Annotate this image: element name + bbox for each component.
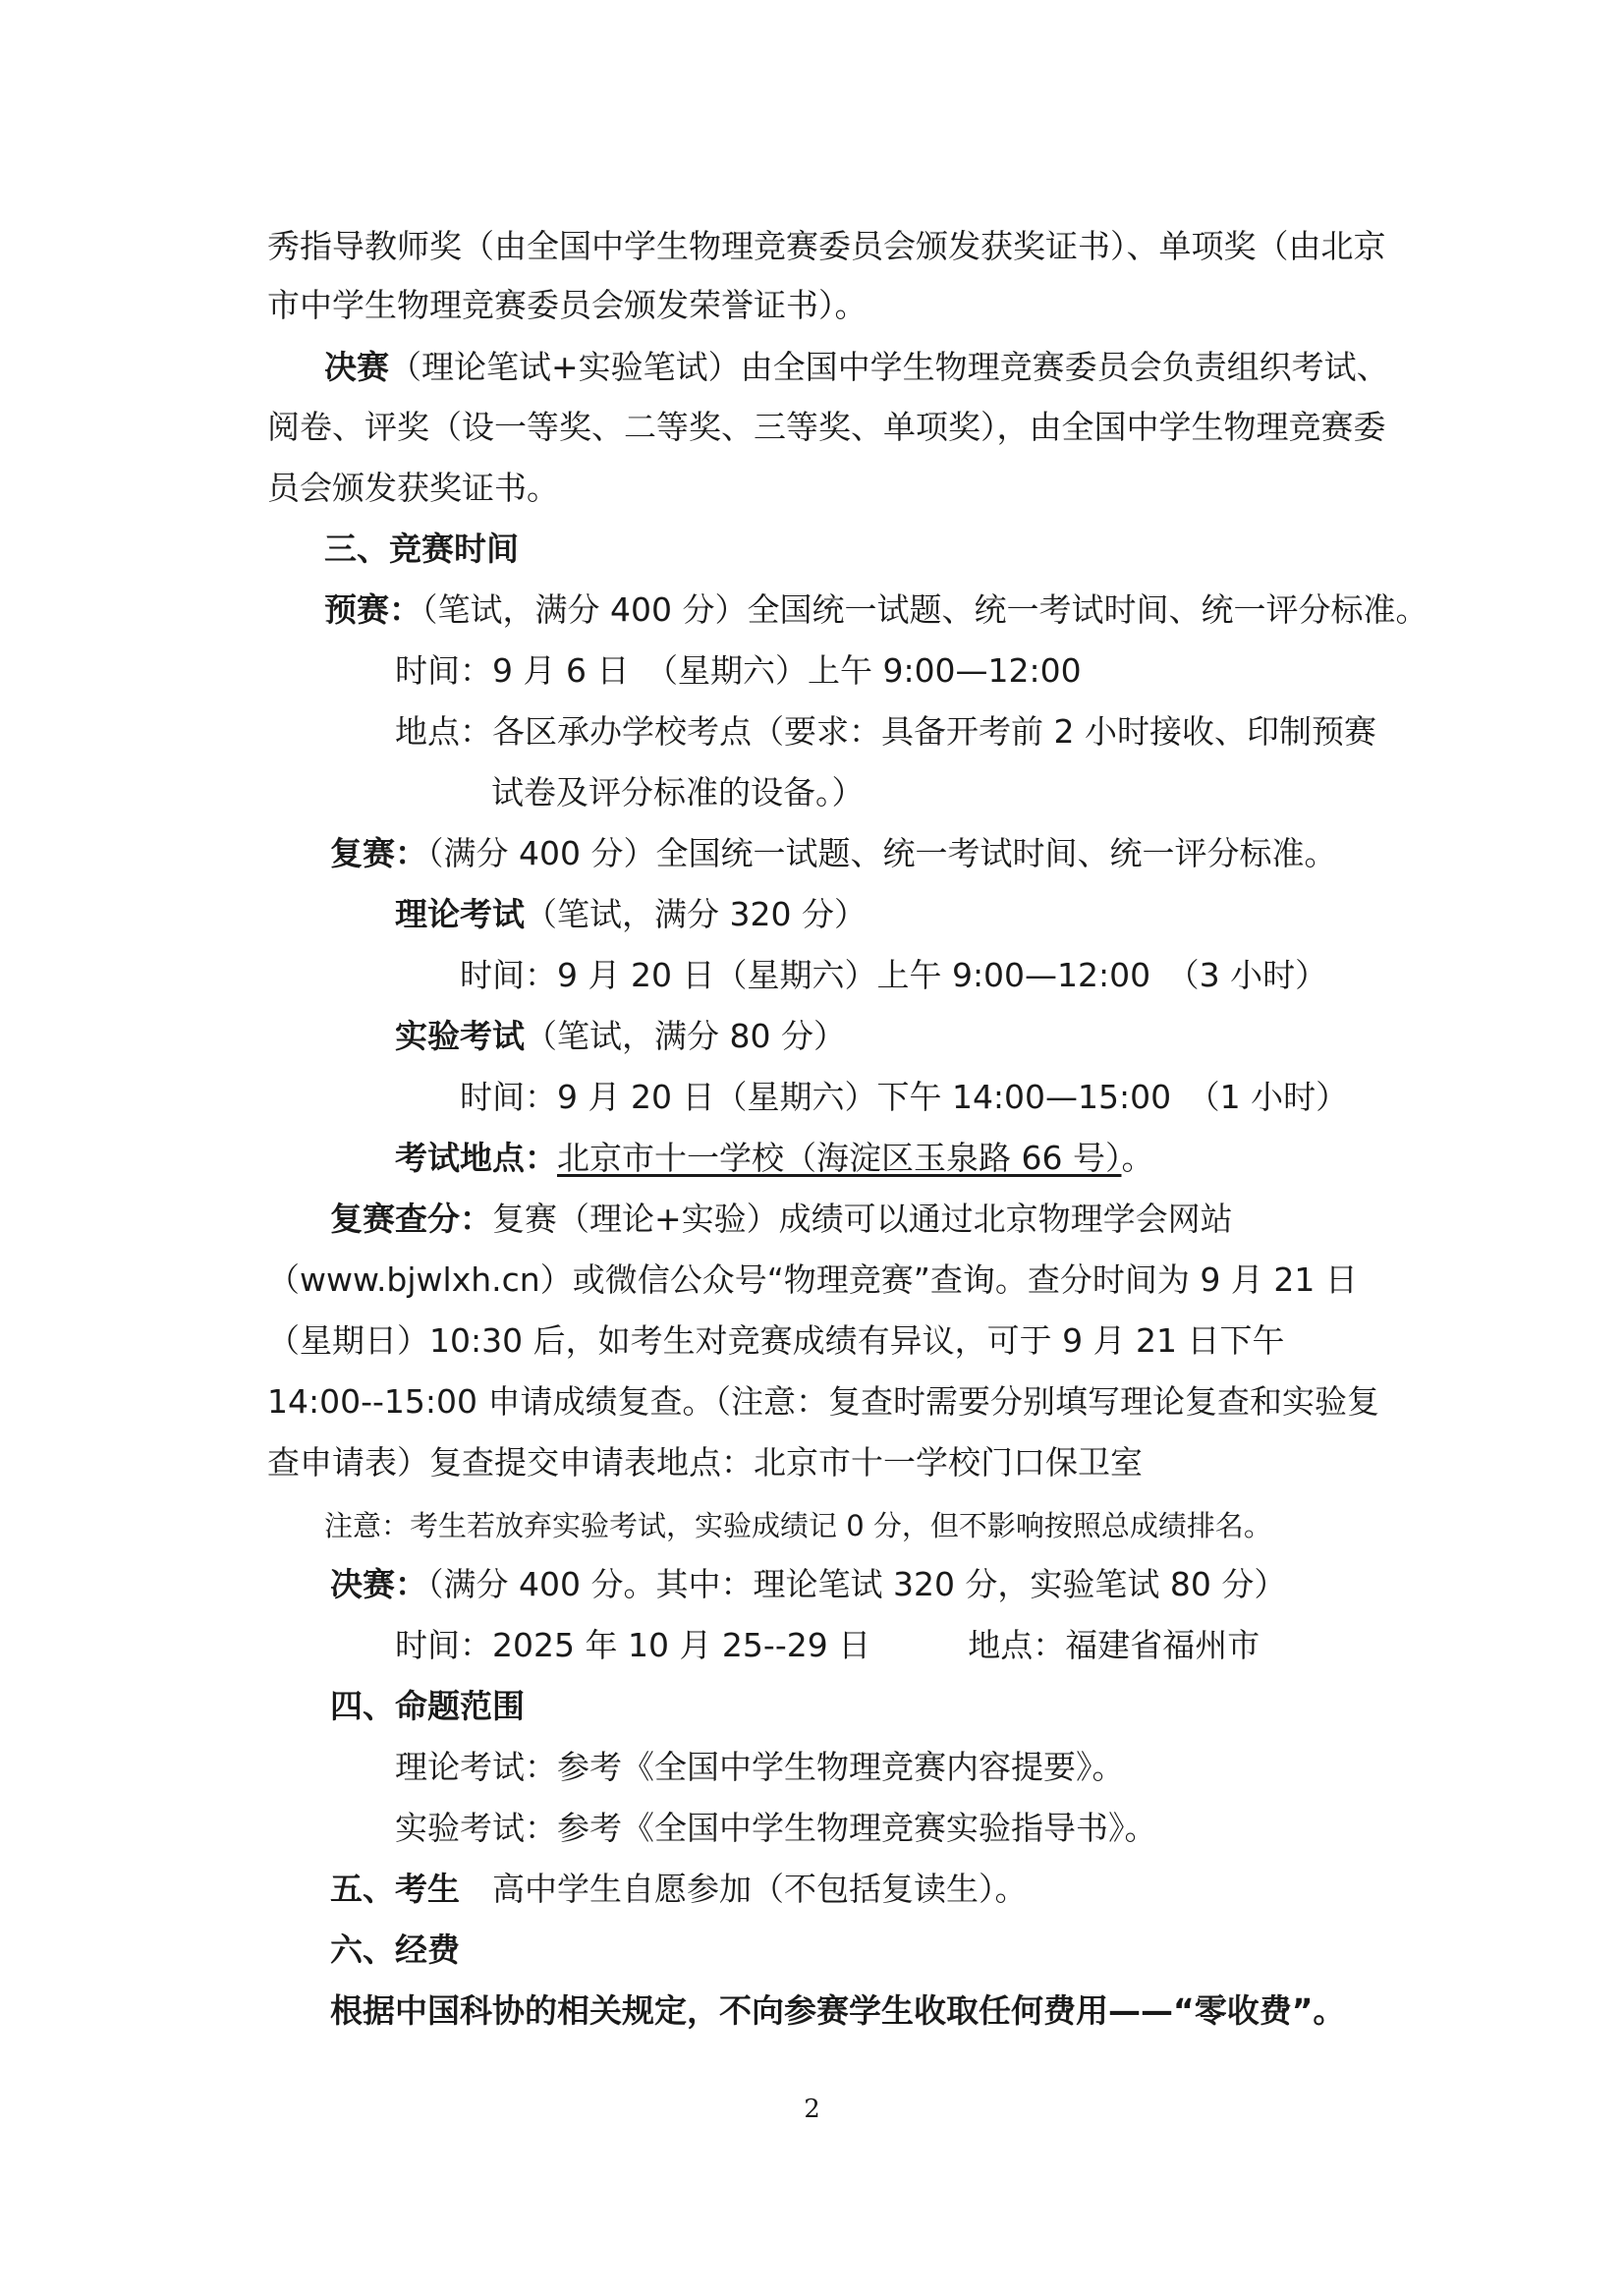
section-text: 复赛（理论+实验）成绩可以通过北京物理学会网站 (492, 1200, 1233, 1238)
text-line: 秀指导教师奖（由全国中学生物理竞赛委员会颁发获奖证书）、单项奖（由北京 (267, 227, 1386, 265)
section-text: 。 (1121, 1139, 1154, 1177)
text-line: 阅卷、评奖（设一等奖、二等奖、三等奖、单项奖），由全国中学生物理竞赛委 (267, 408, 1386, 446)
section-label: 理论考试 (395, 895, 525, 933)
section-label: 考试地点： (395, 1139, 557, 1177)
text-line (395, 1136, 1153, 1181)
text-line (330, 1197, 1233, 1242)
section-label: 预赛： (324, 590, 421, 629)
section-text: （满分 400 分。其中：理论笔试 320 分，实验笔试 80 分） (427, 1565, 1287, 1603)
section-heading: 六、经费 (330, 1931, 460, 1969)
section-text: （笔试，满分 400 分）全国统一试题、统一考试时间、统一评分标准。 (421, 590, 1428, 629)
text-line (395, 1014, 846, 1059)
text-line: 时间：9 月 6 日 （星期六）上午 9:00—12:00 (395, 651, 1082, 690)
section-text: （理论笔试+实验笔试）由全国中学生物理竞赛委员会负责组织考试、 (389, 348, 1389, 386)
text-line: 理论考试：参考《全国中学生物理竞赛内容提要》。 (395, 1748, 1125, 1786)
text-line: 实验考试：参考《全国中学生物理竞赛实验指导书》。 (395, 1809, 1157, 1847)
text-line: 市中学生物理竞赛委员会颁发荣誉证书）。 (267, 286, 868, 324)
text-line (330, 1562, 1286, 1607)
text-line: 试卷及评分标准的设备。） (491, 773, 865, 812)
section-label: 决赛： (330, 1565, 427, 1603)
text-line: 查申请表）复查提交申请表地点：北京市十一学校门口保卫室 (267, 1443, 1143, 1482)
section-text: （满分 400 分）全国统一试题、统一考试时间、统一评分标准。 (427, 834, 1337, 872)
note-line: 注意：考生若放弃实验考试，实验成绩记 0 分，但不影响按照总成绩排名。 (324, 1509, 1272, 1542)
text-line: 14:00--15:00 申请成绩复查。（注意：复查时需要分别填写理论复查和实验复 (267, 1382, 1380, 1421)
text-line: 地点：各区承办学校考点（要求：具备开考前 2 小时接收、印制预赛 (395, 712, 1376, 751)
text-line: 员会颁发获奖证书。 (267, 469, 559, 507)
section-text: （笔试，满分 320 分） (525, 895, 867, 933)
section-label: 决赛 (324, 348, 389, 386)
text-line: 时间：2025 年 10 月 25--29 日 地点：福建省福州市 (395, 1626, 1260, 1664)
text-line: 时间：9 月 20 日（星期六）上午 9:00—12:00 （3 小时） (460, 956, 1328, 994)
section-label: 实验考试 (395, 1017, 525, 1055)
section-text: （笔试，满分 80 分） (525, 1017, 846, 1055)
section-label: 复赛查分： (330, 1200, 492, 1238)
text-line (395, 892, 867, 937)
section-label: 五、考生 (330, 1870, 460, 1908)
text-line (324, 588, 1428, 633)
text-line: （www.bjwlxh.cn）或微信公众号“物理竞赛”查询。查分时间为 9 月 21 日 (267, 1260, 1358, 1299)
section-heading: 三、竞赛时间 (324, 530, 519, 568)
text-line: 时间：9 月 20 日（星期六）下午 14:00—15:00 （1 小时） (460, 1078, 1349, 1116)
section-heading: 四、命题范围 (330, 1687, 525, 1725)
text-line (330, 831, 1336, 876)
section-text: 高中学生自愿参加（不包括复读生）。 (460, 1870, 1028, 1908)
text-line (324, 345, 1389, 390)
exam-venue: 北京市十一学校（海淀区玉泉路 66 号） (557, 1139, 1122, 1177)
text-line: （星期日）10:30 后，如考生对竞赛成绩有异议，可于 9 月 21 日下午 (267, 1321, 1285, 1360)
section-label: 复赛： (330, 834, 427, 872)
fee-statement: 根据中国科协的相关规定，不向参赛学生收取任何费用——“零收费”。 (330, 1991, 1346, 2030)
page-number: 2 (804, 2095, 820, 2124)
text-line (330, 1867, 1028, 1912)
